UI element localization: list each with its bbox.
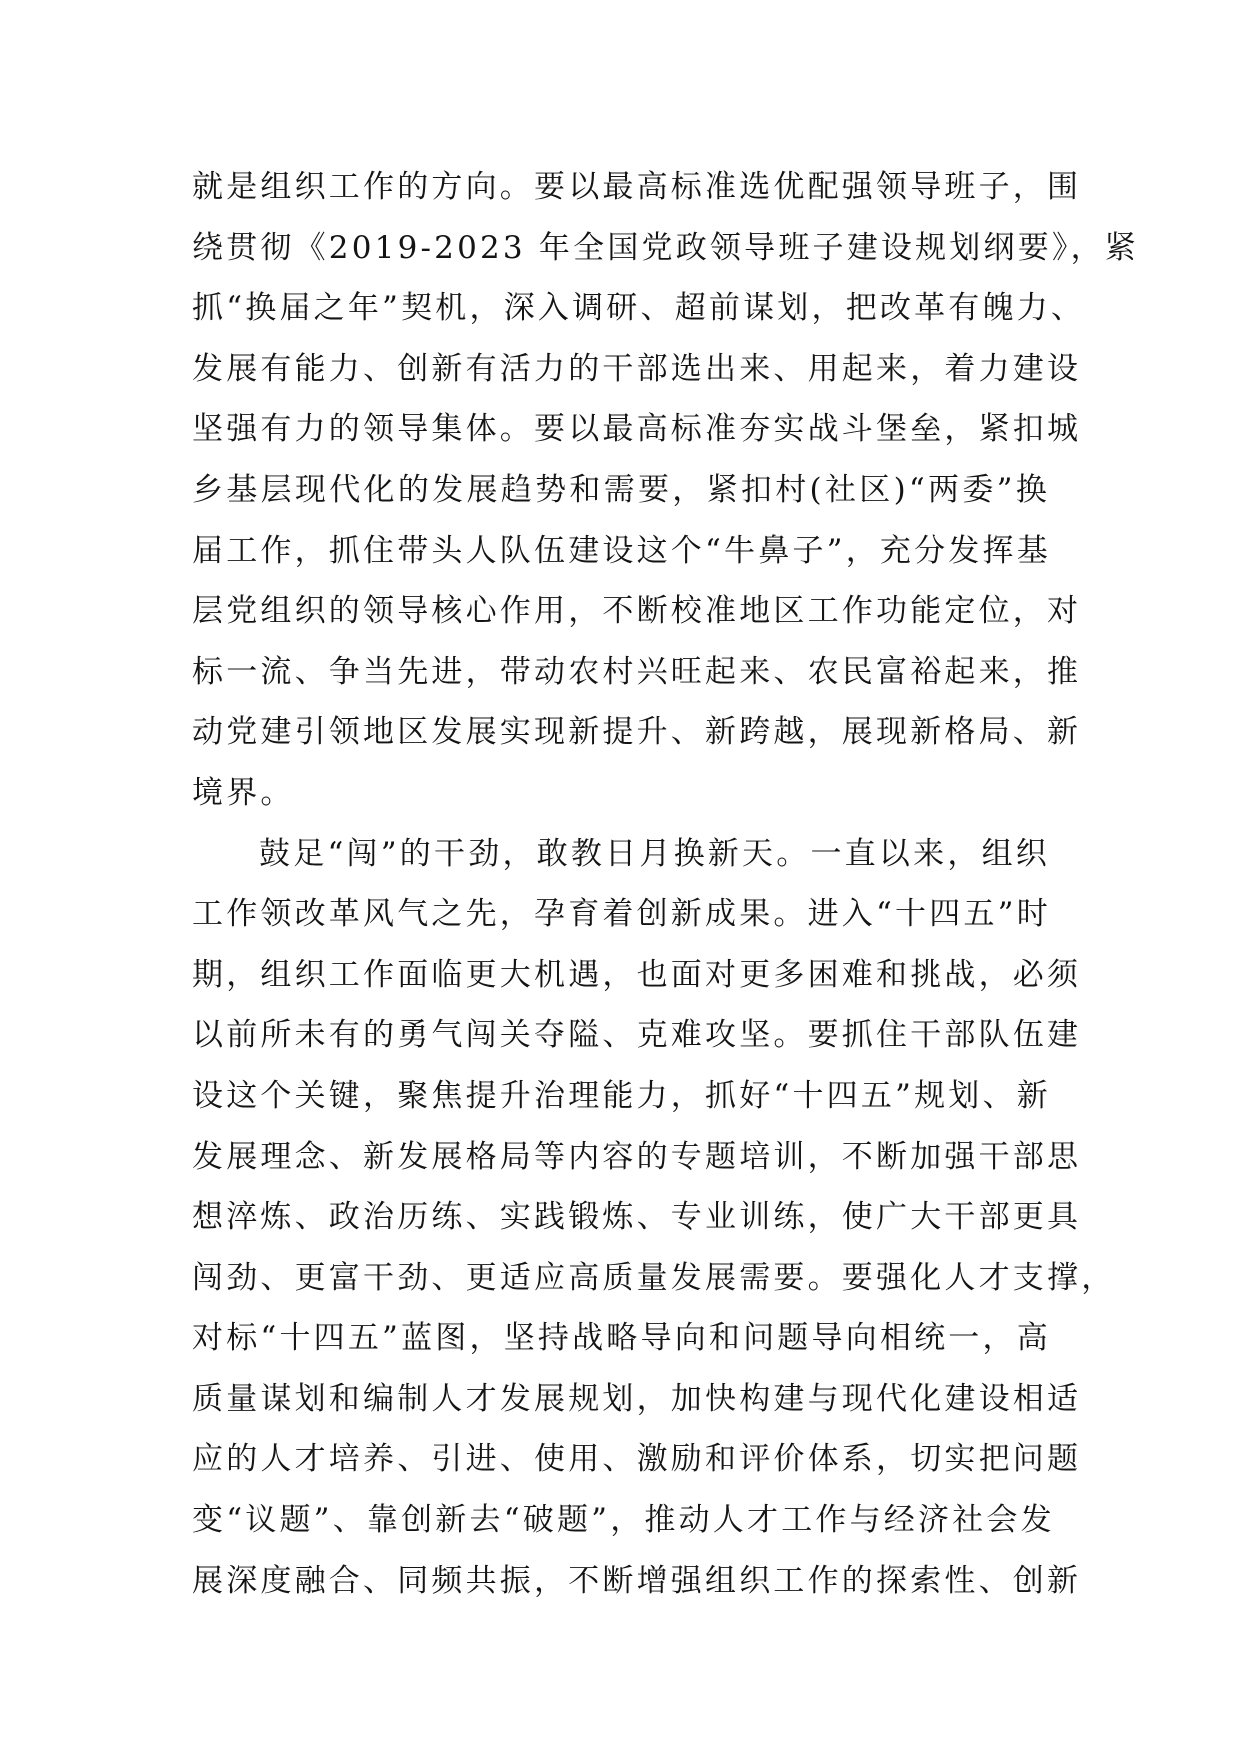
text-line: 就是组织工作的方向。要以最高标准选优配强领导班子，围 <box>192 169 1082 205</box>
text-line: 届工作，抓住带头人队伍建设这个“牛鼻子”，充分发挥基 <box>192 532 1051 569</box>
text-line: 发展理念、新发展格局等内容的专题培训，不断加强干部思 <box>192 1138 1082 1175</box>
paragraph-start-line: 鼓足“闯”的干劲，敢教日月换新天。一直以来，组织 <box>259 835 1050 872</box>
text-line: 想淬炼、政治历练、实践锻炼、专业训练，使广大干部更具 <box>192 1199 1082 1236</box>
text-line: 变“议题”、靠创新去“破题”，推动人才工作与经济社会发 <box>192 1502 1055 1539</box>
text-line: 动党建引领地区发展实现新提升、新跨越，展现新格局、新 <box>192 714 1082 751</box>
text-line: 发展有能力、创新有活力的干部选出来、用起来，着力建设 <box>192 350 1082 387</box>
text-line: 层党组织的领导核心作用，不断校准地区工作功能定位，对 <box>192 593 1082 630</box>
text-line: 绕贯彻《2019-2023 年全国党政领导班子建设规划纲要》，紧 <box>192 229 1140 266</box>
text-line: 期，组织工作面临更大机遇，也面对更多困难和挑战，必须 <box>192 956 1082 993</box>
text-line: 质量谋划和编制人才发展规划，加快构建与现代化建设相适 <box>192 1380 1082 1417</box>
text-line: 抓“换届之年”契机，深入调研、超前谋划，把改革有魄力、 <box>192 290 1086 327</box>
document-body <box>192 157 1140 1611</box>
text-line: 境界。 <box>192 774 295 811</box>
text-line: 应的人才培养、引进、使用、激励和评价体系，切实把问题 <box>192 1441 1082 1478</box>
text-line: 以前所未有的勇气闯关夺隘、克难攻坚。要抓住干部队伍建 <box>192 1017 1082 1054</box>
text-line: 展深度融合、同频共振，不断增强组织工作的探索性、创新 <box>192 1562 1082 1599</box>
text-line: 设这个关键，聚焦提升治理能力，抓好“十四五”规划、新 <box>192 1077 1051 1114</box>
text-line: 标一流、争当先进，带动农村兴旺起来、农民富裕起来，推 <box>192 653 1082 690</box>
text-line: 坚强有力的领导集体。要以最高标准夯实战斗堡垒，紧扣城 <box>192 411 1082 448</box>
text-line: 工作领改革风气之先，孕育着创新成果。进入“十四五”时 <box>192 896 1051 933</box>
text-line: 闯劲、更富干劲、更适应高质量发展需要。要强化人才支撑， <box>192 1259 1116 1296</box>
text-line: 对标“十四五”蓝图，坚持战略导向和问题导向相统一，高 <box>192 1320 1051 1357</box>
text-line: 乡基层现代化的发展趋势和需要，紧扣村(社区)“两委”换 <box>192 471 1050 508</box>
